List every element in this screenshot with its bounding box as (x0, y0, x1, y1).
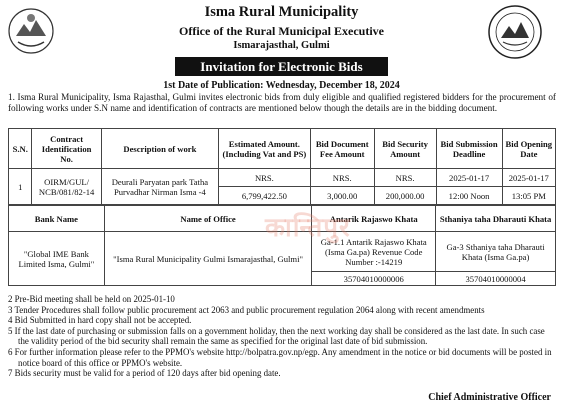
office-name: Office of the Rural Municipal Executive (179, 24, 384, 38)
page-title: Isma Rural Municipality (204, 4, 359, 20)
cell-currency: NRS. (219, 169, 311, 187)
cell-fee: 3,000.00 (310, 187, 374, 205)
cell-sn: 1 (9, 169, 32, 205)
list-item: 6 For further information please refer to the PPMO's website http://bolpatra.gov.np/egp. Any amendment in the notice or bid documents will be posted in notice board of this office or PPMO's website. (8, 346, 552, 368)
col-header-contract-id: Contract Identification No. (32, 129, 101, 169)
cell-estimated: 6,799,422.50 (219, 187, 311, 205)
col-header-security: Bid Security Amount (374, 129, 436, 169)
cell-submission-date: 2025-01-17 (436, 169, 502, 187)
col-header-description: Description of work (101, 129, 218, 169)
list-item: 7 Bids security must be valid for a period of 120 days after bid opening date. (8, 368, 281, 379)
col-header-sn: S.N. (9, 129, 32, 169)
list-item: 4 Bid Submitted in hard copy shall not be accepted. (8, 315, 192, 326)
col-header-fee: Bid Document Fee Amount (310, 129, 374, 169)
col-header-dharauti: Sthaniya taha Dharauti Khata (436, 206, 556, 232)
cell-security-currency: NRS. (374, 169, 436, 187)
table-row (9, 169, 556, 187)
cell-description: Deurali Paryatan park Tatha Purvadhar Nirman Isma -4 (101, 169, 218, 205)
signature: Chief Administrative Officer (428, 392, 551, 403)
col-header-submission: Bid Submission Deadline (436, 129, 502, 169)
publication-date: 1st Date of Publication: Wednesday, December 18, 2024 (163, 80, 400, 91)
list-item: 2 Pre-Bid meeting shall be held on 2025-01-10 (8, 294, 175, 304)
cell-contract-id: OIRM/GUL/ NCB/081/82-14 (32, 169, 101, 205)
cell-opening-time: 13:05 PM (502, 187, 555, 205)
cell-dharauti-number: 35704010000004 (436, 272, 556, 286)
cell-submission-time: 12:00 Noon (436, 187, 502, 205)
cell-security: 200,000.00 (374, 187, 436, 205)
watermark: कान्तिपुर (265, 213, 351, 243)
col-header-opening: Bid Opening Date (502, 129, 555, 169)
col-header-antarik: Antarik Rajaswo Khata (312, 206, 436, 232)
col-header-bank: Bank Name (9, 206, 105, 232)
bid-table (8, 128, 556, 205)
col-header-estimated: Estimated Amount.(Including Vat and PS) (219, 129, 311, 169)
cell-bank: "Global IME Bank Limited Isma, Gulmi" (9, 232, 105, 286)
cell-fee-currency: NRS. (310, 169, 374, 187)
cell-antarik: Ga-1.1 Antarik Rajaswo Khata (Isma Ga.pa) Revenue Code Number :-14219 (312, 232, 436, 272)
list-item: 3 Tender Procedures shall follow public procurement act 2063 and public procurement regulation 2064 along with recent amendments (8, 304, 485, 315)
cell-antarik-number: 35704010000006 (312, 272, 436, 286)
notes-list (8, 294, 556, 379)
col-header-office: Name of Office (104, 206, 312, 232)
cell-office: "Isma Rural Municipality Gulmi Ismarajasthal, Gulmi" (104, 232, 312, 286)
office-address: Ismarajasthal, Gulmi (233, 40, 330, 51)
cell-opening-date: 2025-01-17 (502, 169, 555, 187)
intro-paragraph: 1. Isma Rural Municipality, Isma Rajasthal, Gulmi invites electronic bids from duly eligible and qualified registered bidders for the procurement of following works under S.N name and identification of contracts are mentioned below though the details are in the bidding document. (8, 92, 556, 113)
cell-dharauti: Ga-3 Sthaniya taha Dharauti Khata (Isma Ga.pa) (436, 232, 556, 272)
bid-table-header (9, 129, 556, 169)
list-item: 5 If the last date of purchasing or submission falls on a government holiday, then the next working day shall be considered as the last date. In such case the validity period of the bid security shall remain the same as specified for the original last date of bid submission. (8, 325, 545, 347)
notice-banner: Invitation for Electronic Bids (175, 57, 388, 76)
